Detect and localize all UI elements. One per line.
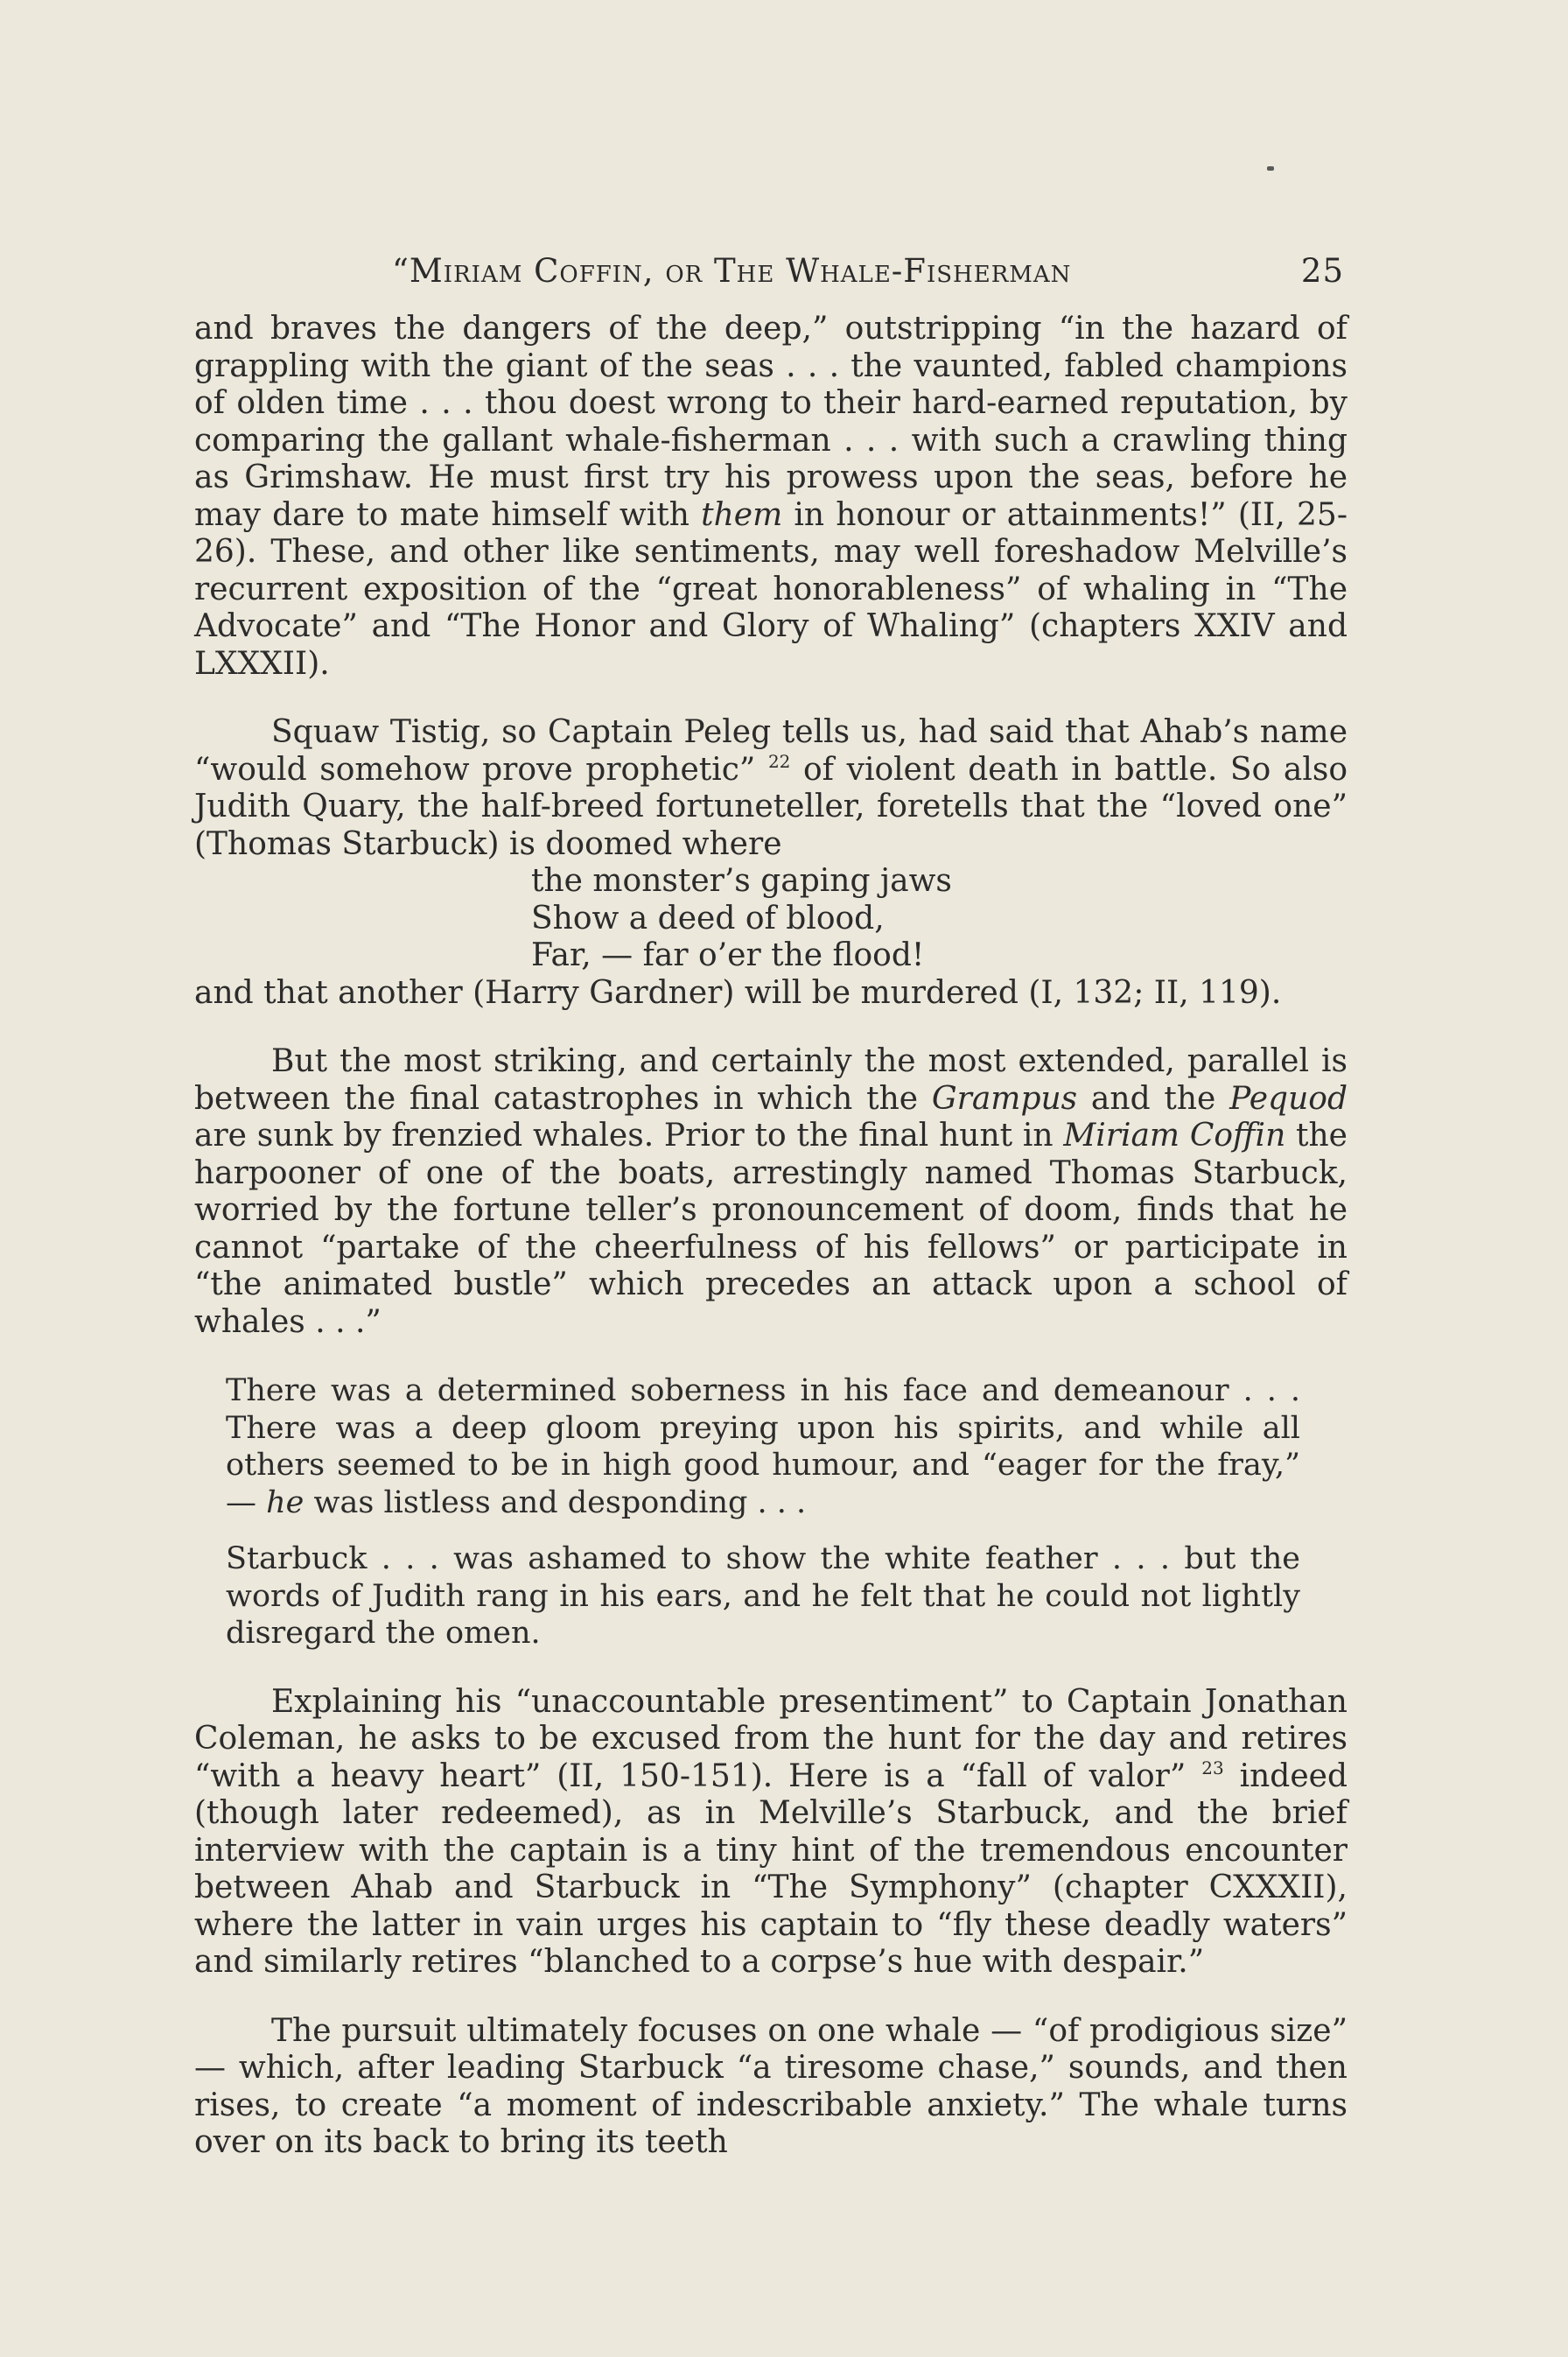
- paragraph-1-text: and braves the dangers of the deep,” outstripping “in the hazard of grappling with the giant of the seas . . . the vaunted, fabled champions of olden time . . . thou doest wrong to their hard-earned reputation, by comparing the gallant whale-fisherman . . . with such a crawling thing as Grimshaw. He must first try his prowess upon the seas, before he may dare to mate himself with: [194, 311, 1348, 533]
- footnote-ref: 23: [1201, 1757, 1224, 1778]
- paragraph-3-text-b: and the: [1077, 1080, 1230, 1117]
- paragraph-5: The pursuit ultimately focuses on one whale — “of prodigious size” — which, after leading Starbuck “a tiresome chase,” sounds, and then rises, to create “a moment of indescribable anxiety.” The whale turns over on its back to bring its teeth: [194, 2012, 1348, 2160]
- body-text: [194, 311, 1348, 2162]
- emphasis: them: [701, 496, 783, 533]
- running-head: [392, 252, 1344, 299]
- block-quote-2: Starbuck . . . was ashamed to show the white feather . . . but the words of Judith rang in his ears, and he felt that he could not lightly disregard the omen.: [226, 1541, 1300, 1651]
- paragraph-3-text-a: But the most striking, and certainly the most extended, parallel is between the final catastrophes in which the: [194, 1043, 1348, 1117]
- footnote-ref: 22: [767, 750, 791, 772]
- paragraph-4: [194, 1684, 1348, 1982]
- paragraph-2-text-a: Squaw Tistig, so Captain Peleg tells us, had said that Ahab’s name “would somehow prove prophetic”: [194, 714, 1348, 788]
- verse-line: Far, — far o’er the flood!: [531, 937, 925, 973]
- paragraph-4-text-a: Explaining his “unaccountable presentiment” to Captain Jonathan Coleman, he asks to be excused from the hunt for the day and retires “with a heavy heart” (II, 150-151). Here is a “fall of valor”: [194, 1683, 1348, 1794]
- paragraph-3-text-d: the harpooner of one of the boats, arrestingly named Thomas Starbuck, worried by the fortune teller’s pronouncement of doom, finds that he cannot “partake of the cheerfulness of his fellows” or participate in “the animated bustle” which precedes an attack upon a school of whales . . .”: [194, 1118, 1348, 1340]
- quote-1-text-a: There was a determined soberness in his face and demeanour . . . There was a deep gloom preying upon his spirits, and while all others seemed to be in high good humour, and “eager for the fray,” —: [226, 1373, 1300, 1520]
- ship-name-pequod: Pequod: [1229, 1080, 1348, 1117]
- running-title: “Miriam Coffin, or The Whale-Fisherman: [392, 252, 1072, 290]
- emphasis: he: [266, 1484, 304, 1520]
- paragraph-3: [194, 1043, 1348, 1341]
- block-quote-1: [226, 1372, 1300, 1521]
- paragraph-2-text-b: of violent death in battle. So also Judith Quary, the half-breed fortuneteller, foretells that the “loved one” (Thomas Starbuck) is doomed where: [194, 751, 1348, 862]
- page-number: 25: [1300, 252, 1344, 290]
- quote-1-text-b: was listless and desponding . . .: [304, 1484, 807, 1520]
- verse-block: [531, 863, 1348, 975]
- verse-line: Show a deed of blood,: [531, 900, 885, 936]
- paragraph-2: [194, 714, 1348, 863]
- paragraph-2-continued: and that another (Harry Gardner) will be murdered (I, 132; II, 119).: [194, 974, 1282, 1011]
- book-title: Miriam Coffin: [1063, 1118, 1286, 1154]
- ship-name-grampus: Grampus: [931, 1080, 1078, 1117]
- paragraph-1: [194, 311, 1348, 683]
- stray-mark: [1267, 166, 1274, 171]
- paragraph-4-text-b: indeed (though later redeemed), as in Melville’s Starbuck, and the brief interview with the captain is a tiny hint of the tremendous encounter between Ahab and Starbuck in “The Symphony” (chapter CXXXII), where the latter in vain urges his captain to “fly these deadly waters” and similarly retires “blanched to a corpse’s hue with despair.”: [194, 1757, 1348, 1980]
- paragraph-3-text-c: are sunk by frenzied whales. Prior to the final hunt in: [194, 1118, 1064, 1154]
- verse-line: the monster’s gaping jaws: [531, 863, 952, 899]
- paragraph-1-text-after: in honour or attainments!” (II, 25-26). These, and other like sentiments, may well foreshadow Melville’s recurrent exposition of the “great honorableness” of whaling in “The Advocate” and “The Honor and Glory of Whaling” (chapters XXIV and LXXXII).: [194, 496, 1348, 682]
